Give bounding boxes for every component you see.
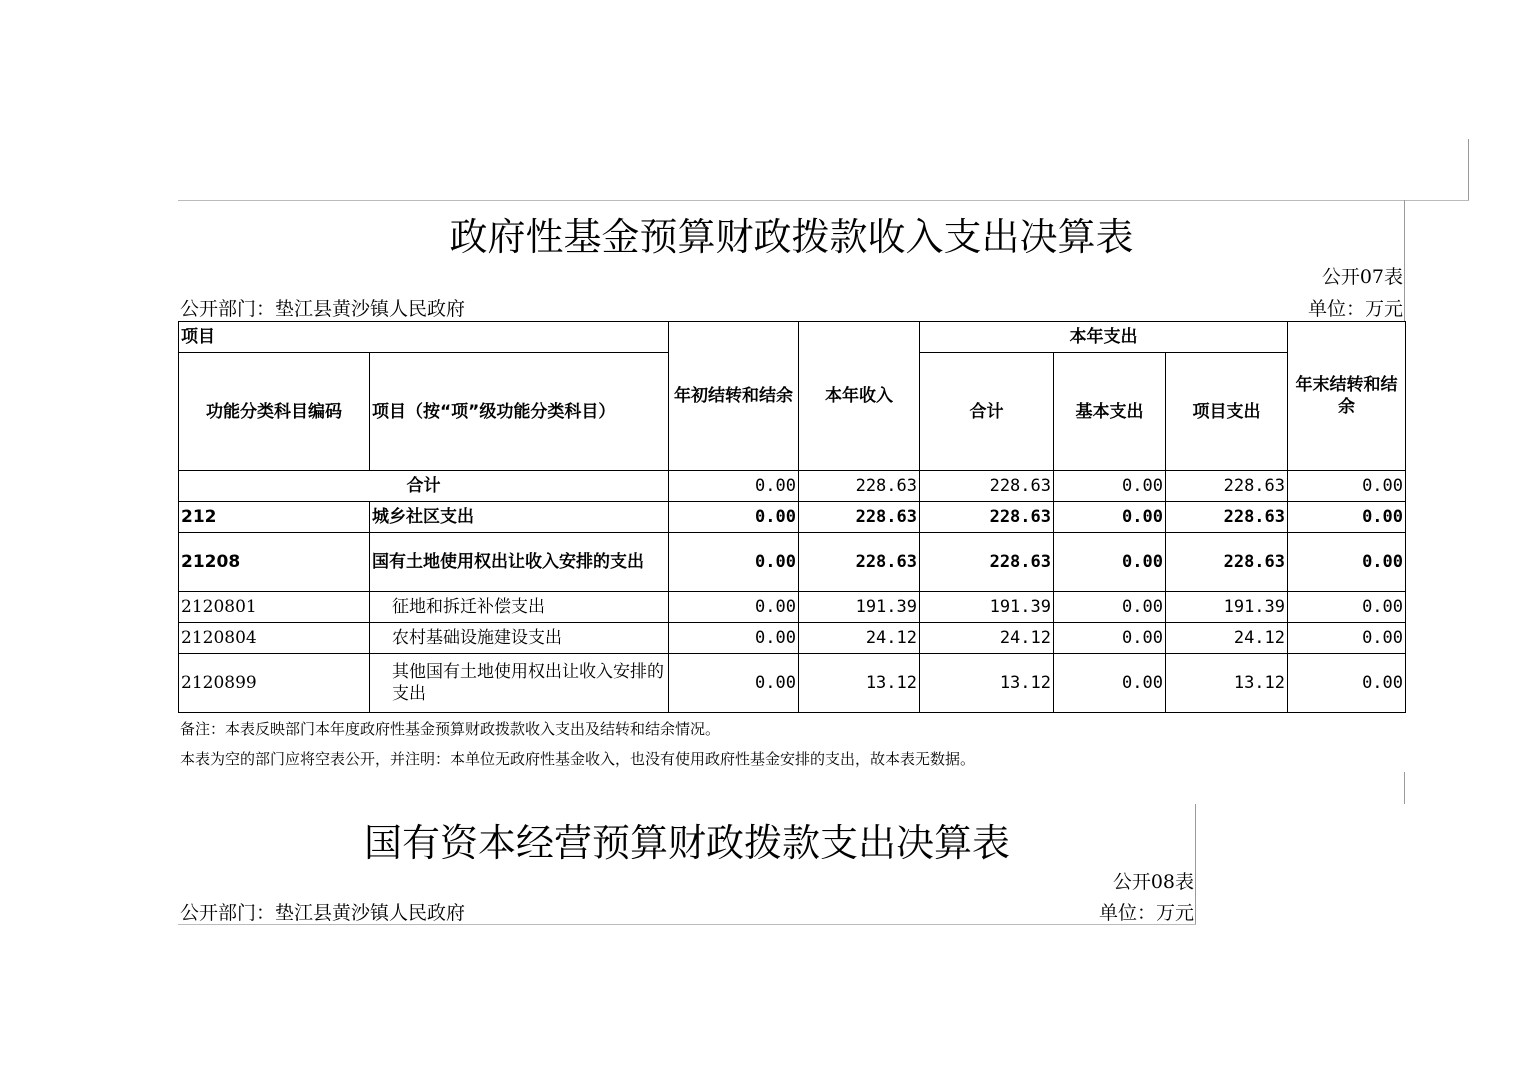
cell-value: 13.12: [1166, 654, 1288, 713]
cell-value: 0.00: [669, 623, 799, 654]
header-basic-expense: 基本支出: [1054, 353, 1166, 471]
cell-value: 0.00: [1054, 533, 1166, 592]
header-func-code: 功能分类科目编码: [179, 353, 370, 471]
cell-value: 228.63: [920, 533, 1054, 592]
total-label: 合计: [179, 471, 669, 502]
cell-name: 其他国有土地使用权出让收入安排的支出: [370, 654, 669, 713]
cell-value: 0.00: [1288, 654, 1406, 713]
cell-name: 城乡社区支出: [370, 502, 669, 533]
table08-code: 公开08表: [1112, 871, 1194, 893]
cell-value: 191.39: [920, 592, 1054, 623]
cell-name: 农村基础设施建设支出: [370, 623, 669, 654]
header-opening-balance: 年初结转和结余: [669, 322, 799, 471]
header-project: 项目: [179, 322, 669, 353]
table07-note: 本表为空的部门应将空表公开，并注明：本单位无政府性基金收入，也没有使用政府性基金安排的支出，故本表无数据。: [180, 750, 976, 768]
table-row: [179, 592, 1406, 623]
table07-note: 备注：本表反映部门本年度政府性基金预算财政拨款收入支出及结转和结余情况。: [180, 720, 721, 738]
table08-title: 国有资本经营预算财政拨款支出决算表: [363, 821, 1010, 865]
cell-value: 0.00: [1288, 471, 1406, 502]
cell-value: 228.63: [799, 502, 920, 533]
table08-department: 公开部门：垫江县黄沙镇人民政府: [180, 902, 466, 924]
cell-value: 0.00: [1054, 502, 1166, 533]
cell-value: 24.12: [920, 623, 1054, 654]
cell-value: 0.00: [1054, 471, 1166, 502]
page-divider: [178, 200, 1469, 201]
table07-department: 公开部门：垫江县黄沙镇人民政府: [180, 298, 466, 320]
table-row: [179, 502, 1406, 533]
cell-value: 13.12: [920, 654, 1054, 713]
cell-value: 191.39: [799, 592, 920, 623]
cell-value: 228.63: [1166, 502, 1288, 533]
table08-unit: 单位：万元: [1098, 902, 1194, 924]
cell-value: 228.63: [920, 471, 1054, 502]
cell-value: 0.00: [1288, 592, 1406, 623]
cell-name: 国有土地使用权出让收入安排的支出: [370, 533, 669, 592]
cell-value: 0.00: [1054, 654, 1166, 713]
cell-code: 2120899: [179, 654, 370, 713]
cell-value: 228.63: [1166, 533, 1288, 592]
cell-code: 212: [179, 502, 370, 533]
header-item-name: 项目（按“项”级功能分类科目）: [370, 353, 669, 471]
cell-code: 21208: [179, 533, 370, 592]
header-current-expense: 本年支出: [920, 322, 1288, 353]
cell-value: 228.63: [799, 533, 920, 592]
table07-code: 公开07表: [1321, 266, 1403, 288]
header-closing-balance: 年末结转和结余: [1288, 322, 1406, 471]
cell-value: 0.00: [1054, 592, 1166, 623]
cell-value: 0.00: [1288, 623, 1406, 654]
cell-value: 24.12: [1166, 623, 1288, 654]
cell-value: 0.00: [669, 502, 799, 533]
cell-code: 2120801: [179, 592, 370, 623]
cell-value: 191.39: [1166, 592, 1288, 623]
cell-value: 0.00: [669, 654, 799, 713]
table-row-total: [179, 471, 1406, 502]
cell-code: 2120804: [179, 623, 370, 654]
cell-value: 228.63: [799, 471, 920, 502]
cell-value: 228.63: [1166, 471, 1288, 502]
table07-title: 政府性基金预算财政拨款收入支出决算表: [449, 215, 1134, 259]
header-current-income: 本年收入: [799, 322, 920, 471]
cell-value: 0.00: [1054, 623, 1166, 654]
cell-value: 0.00: [669, 592, 799, 623]
page-divider: [1404, 772, 1405, 804]
page-divider: [1468, 139, 1469, 200]
cell-value: 228.63: [920, 502, 1054, 533]
header-total: 合计: [920, 353, 1054, 471]
cell-value: 24.12: [799, 623, 920, 654]
cell-value: 0.00: [1288, 502, 1406, 533]
cell-value: 0.00: [1288, 533, 1406, 592]
header-project-expense: 项目支出: [1166, 353, 1288, 471]
cell-name: 征地和拆迁补偿支出: [370, 592, 669, 623]
cell-value: 0.00: [669, 533, 799, 592]
table-row: [179, 654, 1406, 713]
table-row: [179, 623, 1406, 654]
table07-unit: 单位：万元: [1307, 298, 1403, 320]
table07: [178, 321, 1406, 713]
table-row: [179, 533, 1406, 592]
cell-value: 0.00: [669, 471, 799, 502]
cell-value: 13.12: [799, 654, 920, 713]
